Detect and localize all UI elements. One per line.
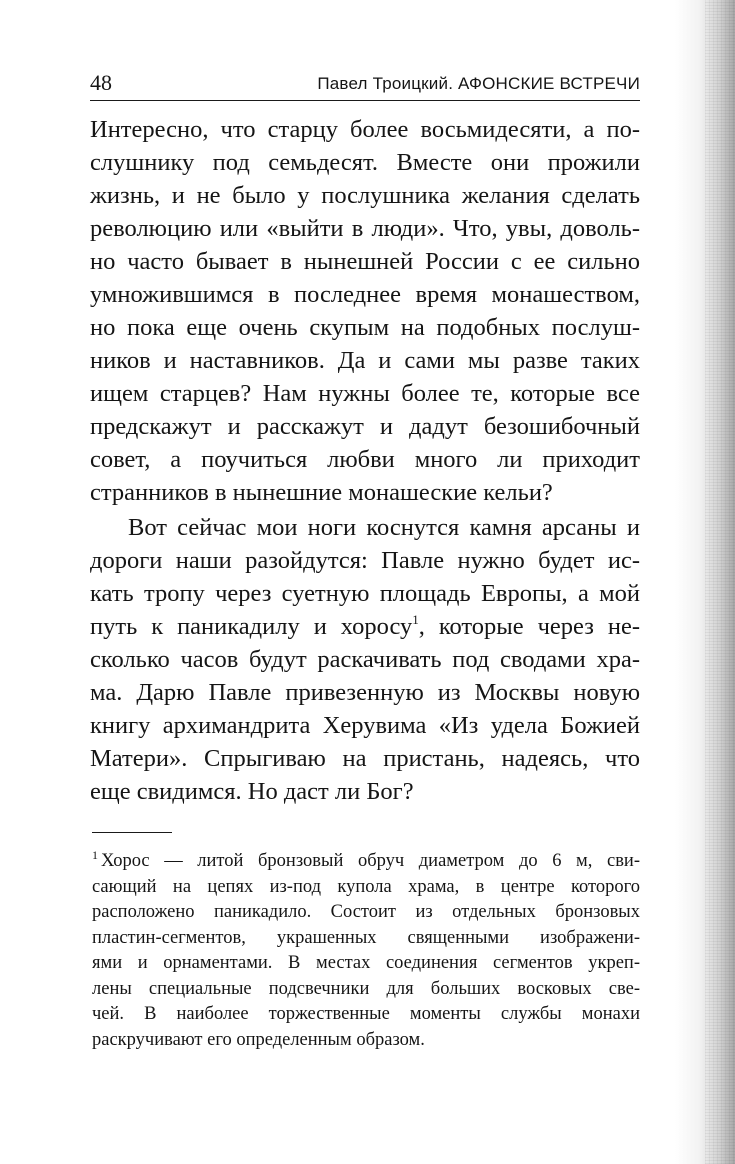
text-line: кать тропу через суетную площадь Европы, а мой [90,580,640,607]
text-line: ников и наставников. Да и сами мы разве таких [90,347,640,374]
footnote-divider [92,832,172,833]
paragraph-1 [90,113,640,509]
text-fragment: , которые через не- [418,613,641,640]
text-line: революцию или «выйти в люди». Что, увы, доволь- [90,215,640,242]
text-line: жизнь, и не было у послушника желания сделать [90,182,640,209]
text-line: Вот сейчас мои ноги коснутся камня арсаны и [128,514,640,541]
text-line: но часто бывает в нынешней России с ее сильно [90,248,640,275]
text-line: странников в нынешние монашеские кельи? [90,479,553,506]
footnote-line: лены специальные подсвечники для больших восковых све- [92,978,640,999]
page-header [90,68,640,101]
text-line: еще свидимся. Но даст ли Бог? [90,778,414,805]
text-fragment: Хорос — литой бронзовый обруч диаметром до 6 м, сви- [101,851,640,871]
text-line: ищем старцев? Нам нужны более те, которые все [90,380,640,407]
footnote-line: ями и орнаментами. В местах соединения сегментов укреп- [92,953,640,973]
footnote [92,849,640,1053]
footnote-line: раскручивают его определенным образом. [92,1029,425,1050]
text-line-with-footnote-ref [90,610,640,643]
text-line: ма. Дарю Павле привезенную из Москвы новую [90,679,640,706]
running-title: Павел Троицкий. АФОНСКИЕ ВСТРЕЧИ [317,74,640,93]
footnote-reference[interactable]: 1 [412,612,419,627]
text-line: слушнику под семьдесят. Вместе они прожили [90,149,640,176]
footnote-line: пластин-сегментов, украшенных священными изображени- [92,927,640,948]
text-line: книгу архимандрита Херувима «Из удела Божией [90,712,640,739]
main-text [90,113,640,808]
footnote-line: чей. В наиболее торжественные моменты службы монахи [92,1004,640,1024]
text-line: предскажут и расскажут и дадут безошибочный [90,413,640,440]
footnote-line: расположено паникадило. Состоит из отдельных бронзовых [92,902,640,922]
text-line: совет, а поучиться любви много ли приходит [90,446,640,473]
text-line: Интересно, что старцу более восьмидесяти, а по- [90,116,640,143]
text-line: Матери». Спрыгиваю на пристань, надеясь, что [90,745,640,772]
paragraph-2 [90,511,640,808]
text-line: но пока еще очень скупым на подобных послуш- [90,314,640,341]
text-line: дороги наши разойдутся: Павле нужно будет ис- [90,547,640,574]
text-line: умножившимся в последнее время монашеством, [90,281,640,308]
text-fragment: путь к паникадилу и хоросу [90,613,413,640]
text-line: сколько часов будут раскачивать под сводами хра- [90,646,640,673]
scan-gutter-noise [705,0,735,1164]
footnote-number: 1 [92,848,98,862]
footnote-first-line [92,849,640,875]
page-number: 48 [90,70,112,95]
footnote-line: сающий на цепях из-под купола храма, в центре которого [92,876,640,897]
